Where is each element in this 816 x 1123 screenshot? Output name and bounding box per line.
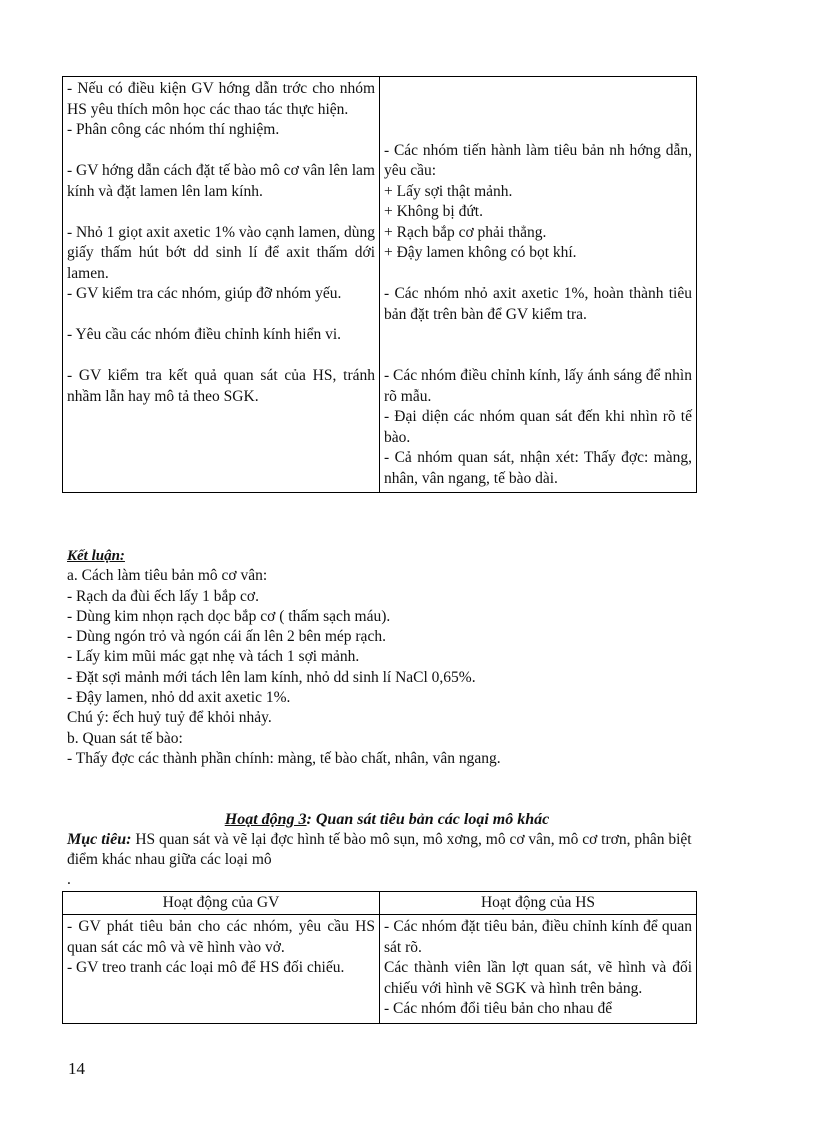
conclusion-line: - Dùng ngón trỏ và ngón cái ấn lên 2 bên mép rạch.	[67, 628, 386, 646]
student-activity-cell	[380, 77, 697, 493]
activity-3-section	[67, 810, 707, 890]
student-step: - Các nhóm đặt tiêu bản, điều chỉnh kính để quan sát rõ.	[384, 918, 692, 956]
spacer	[67, 202, 375, 223]
teacher-activity-cell	[63, 77, 380, 493]
teacher-step: - Nếu có điều kiện GV hớng dẫn trớc cho nhóm HS yêu thích môn học các thao tác thực hiện.	[67, 80, 375, 118]
student-step: + Đậy lamen không có bọt khí.	[384, 244, 577, 261]
conclusion-line: - Rạch da đùi ếch lấy 1 bắp cơ.	[67, 587, 259, 605]
student-step: - Các nhóm nhỏ axit axetic 1%, hoàn thành tiêu bản đặt trên bàn để GV kiểm tra.	[384, 285, 692, 323]
spacer	[67, 141, 375, 162]
conclusion-line: b. Quan sát tế bào:	[67, 729, 183, 747]
spacer	[384, 100, 692, 121]
student-step: - Các nhóm đổi tiêu bản cho nhau để	[384, 1000, 613, 1017]
conclusion-title: Kết luận:	[67, 548, 125, 564]
activity-heading	[67, 810, 707, 830]
teacher-step: - GV phát tiêu bản cho các nhóm, yêu cầu HS quan sát các mô và vẽ hình vào vở.	[67, 918, 375, 956]
teacher-step: - Phân công các nhóm thí nghiệm.	[67, 121, 280, 138]
spacer	[384, 346, 692, 367]
conclusion-line: - Lấy kim mũi mác gạt nhẹ và tách 1 sợi mảnh.	[67, 648, 360, 666]
spacer	[384, 79, 692, 100]
teacher-step: - GV kiểm tra các nhóm, giúp đỡ nhóm yếu.	[67, 285, 342, 302]
spacer	[384, 325, 692, 346]
student-step: + Rạch bắp cơ phải thẳng.	[384, 223, 547, 241]
objective-label: Mục tiêu:	[67, 831, 132, 848]
activity-heading-label: Hoạt động 3	[224, 811, 307, 828]
conclusion-section	[67, 546, 707, 769]
table-row	[63, 77, 697, 493]
page-number: 14	[68, 1059, 85, 1078]
student-step: + Lấy sợi thật mảnh.	[384, 182, 513, 200]
student-step: - Các nhóm tiến hành làm tiêu bản nh hớng dẫn, yêu cầu:	[384, 141, 692, 179]
student-step: - Đại diện các nhóm quan sát đến khi nhìn rõ tế bào.	[384, 408, 692, 446]
conclusion-line: - Đậy lamen, nhỏ dd axit axetic 1%.	[67, 689, 291, 707]
student-step: Các thành viên lần lợt quan sát, vẽ hình và đối chiếu với hình vẽ SGK và hình trên bảng.	[384, 959, 692, 997]
table-row	[63, 915, 697, 1024]
spacer	[67, 346, 375, 367]
teacher-step: - GV kiểm tra kết quả quan sát của HS, tránh nhầm lẫn hay mô tả theo SGK.	[67, 367, 375, 405]
teacher-activity-cell	[63, 915, 380, 1024]
student-step: - Các nhóm điều chỉnh kính, lấy ánh sáng để nhìn rõ mẫu.	[384, 367, 692, 405]
student-step: + Không bị đứt.	[384, 203, 483, 220]
activity-objective	[67, 830, 707, 870]
teacher-step: - GV treo tranh các loại mô để HS đối chiếu.	[67, 959, 345, 976]
conclusion-line: Chú ý: ếch huỷ tuỷ để khỏi nhảy.	[67, 709, 272, 727]
activity-heading-title: : Quan sát tiêu bản các loại mô khác	[306, 811, 550, 828]
activity-3-table	[62, 891, 697, 1024]
teacher-step: - Yêu cầu các nhóm điều chỉnh kính hiển vi.	[67, 326, 342, 343]
teacher-step: - Nhỏ 1 giọt axit axetic 1% vào cạnh lamen, dùng giấy thấm hút bớt dd sinh lí để axit thấm dới lamen.	[67, 223, 375, 282]
table-header-row	[63, 892, 697, 915]
column-header-teacher: Hoạt động của GV	[63, 892, 380, 915]
conclusion-line: a. Cách làm tiêu bản mô cơ vân:	[67, 567, 268, 585]
conclusion-line: - Đặt sợi mảnh mới tách lên lam kính, nhỏ dd sinh lí NaCl 0,65%.	[67, 668, 476, 686]
student-activity-cell	[380, 915, 697, 1024]
objective-end: .	[67, 871, 71, 888]
teacher-step: - GV hớng dẫn cách đặt tế bào mô cơ vân lên lam kính và đặt lamen lên lam kính.	[67, 162, 375, 200]
conclusion-line: - Thấy đợc các thành phần chính: màng, tế bào chất, nhân, vân ngang.	[67, 749, 501, 767]
spacer	[384, 120, 692, 141]
activity-table-continued	[62, 76, 697, 493]
column-header-student: Hoạt động của HS	[380, 892, 697, 915]
conclusion-line: - Dùng kim nhọn rạch dọc bắp cơ ( thấm sạch máu).	[67, 607, 391, 625]
spacer	[384, 264, 692, 285]
objective-text: HS quan sát và vẽ lại đợc hình tế bào mô sụn, mô xơng, mô cơ vân, mô cơ trơn, phân biệt điểm khác nhau giữa các loại mô	[67, 831, 692, 868]
spacer	[67, 305, 375, 326]
student-step: - Cả nhóm quan sát, nhận xét: Thấy đợc: màng, nhân, vân ngang, tế bào dài.	[384, 449, 692, 487]
